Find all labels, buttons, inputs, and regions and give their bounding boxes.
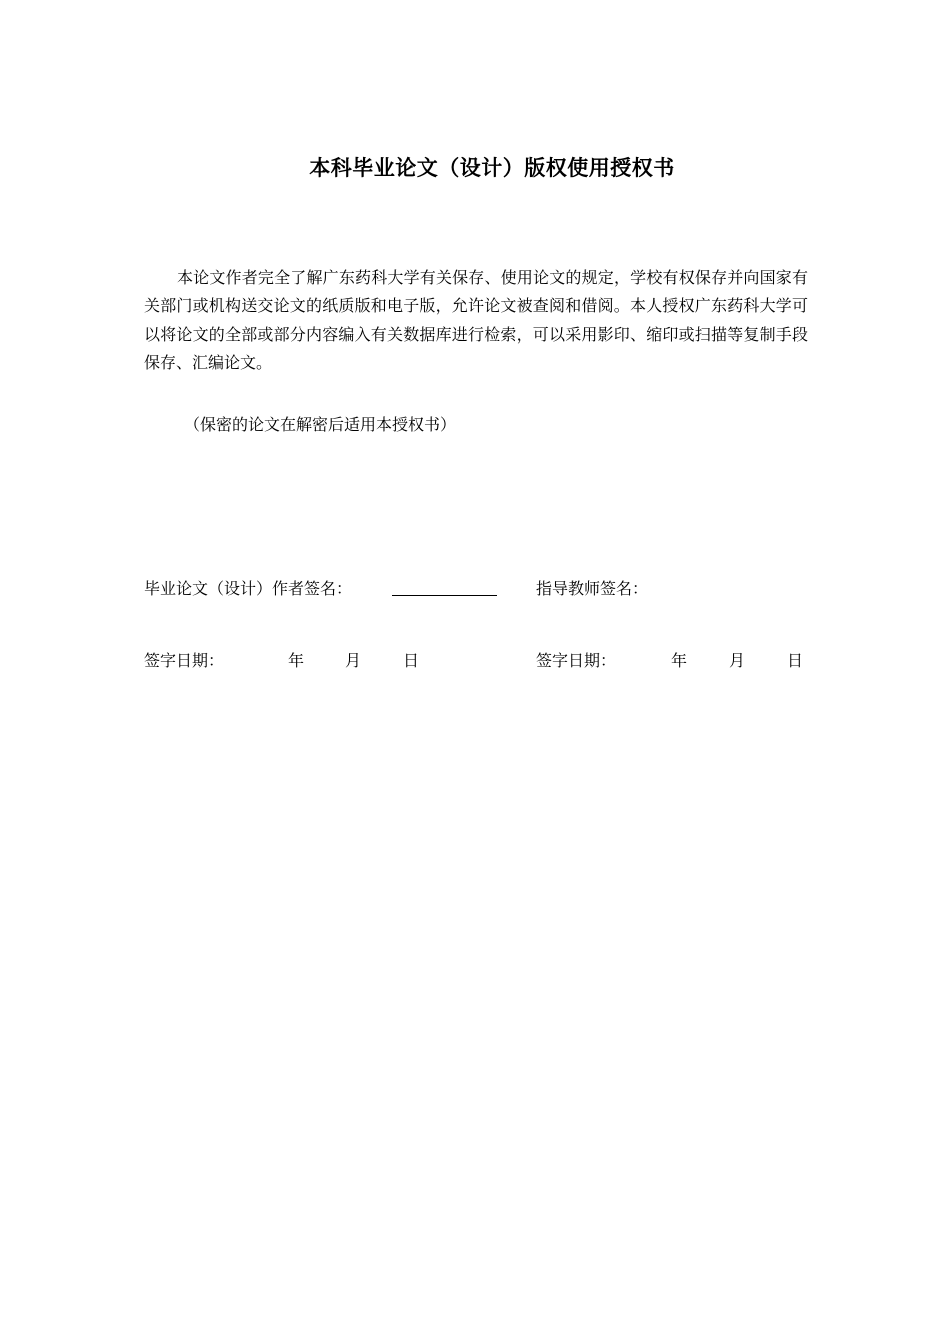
advisor-date-month: 月 bbox=[729, 651, 746, 670]
author-date-label: 签字日期： bbox=[144, 651, 225, 670]
confidentiality-note: （保密的论文在解密后适用本授权书） bbox=[184, 415, 457, 434]
author-signature-label: 毕业论文（设计）作者签名： bbox=[144, 579, 353, 598]
author-date-month: 月 bbox=[345, 651, 362, 670]
advisor-date-day: 日 bbox=[787, 651, 804, 670]
advisor-signature-label: 指导教师签名： bbox=[536, 579, 649, 598]
document-title: 本科毕业论文（设计）版权使用授权书 bbox=[309, 156, 675, 180]
author-signature-line[interactable] bbox=[392, 577, 497, 601]
author-date-year: 年 bbox=[288, 651, 305, 670]
author-date-day: 日 bbox=[403, 651, 420, 670]
advisor-date-label: 签字日期： bbox=[536, 651, 617, 670]
advisor-date-year: 年 bbox=[671, 651, 688, 670]
authorization-paragraph: 本论文作者完全了解广东药科大学有关保存、使用论文的规定，学校有权保存并向国家有关部门或机构送交论文的纸质版和电子版，允许论文被查阅和借阅。本人授权广东药科大学可以将论文的全部或部分内容编入有关数据库进行检索，可以采用影印、缩印或扫描等复制手段保存、汇编论文。 bbox=[144, 268, 808, 372]
